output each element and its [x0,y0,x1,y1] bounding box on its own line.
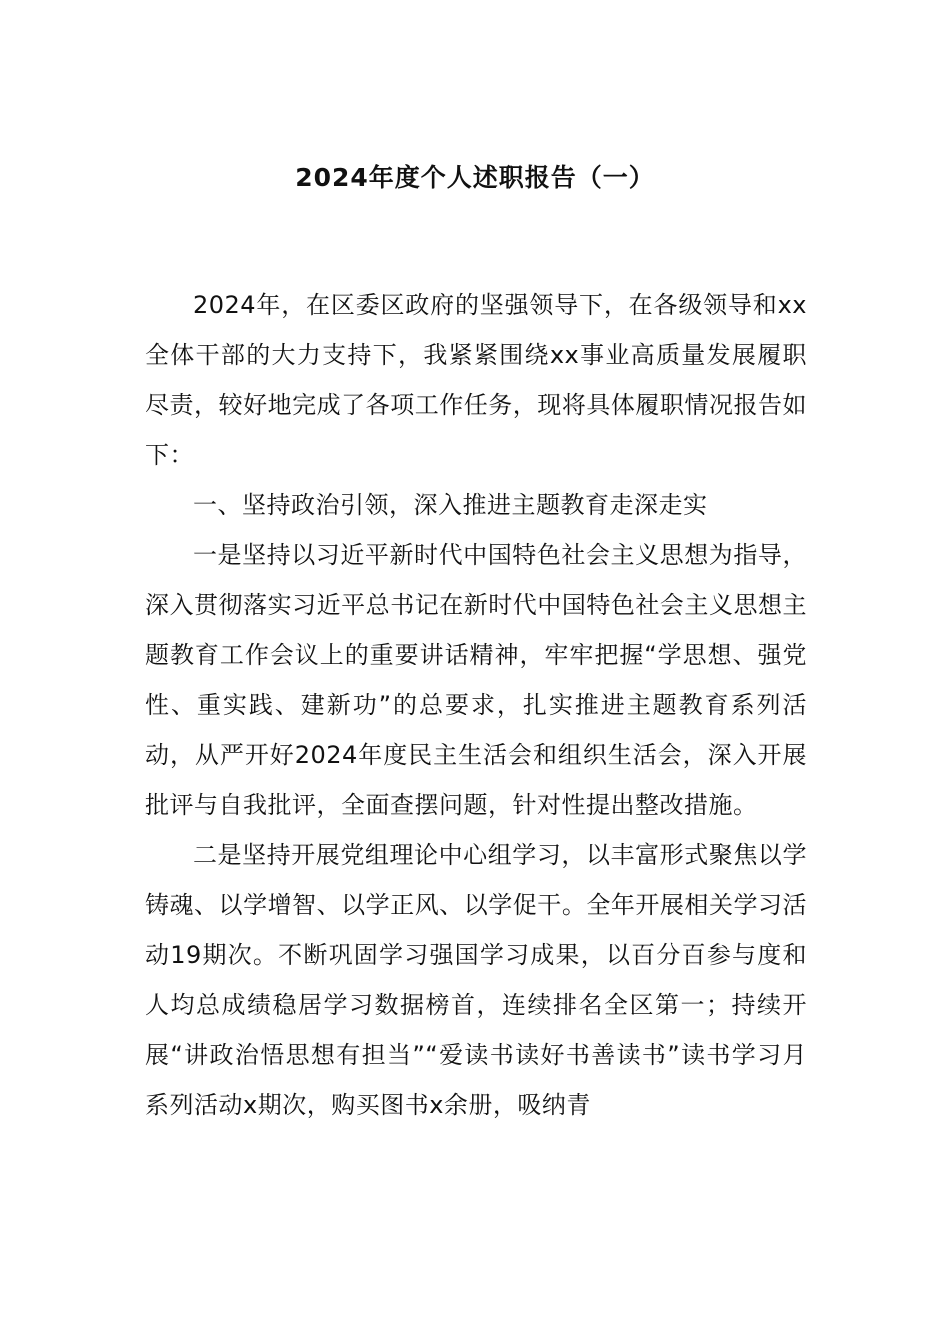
section-heading-1: 一、坚持政治引领，深入推进主题教育走深走实 [193,491,708,519]
paragraph-intro: 2024年，在区委区政府的坚强领导下，在各级领导和xx全体干部的大力支持下，我紧紧围绕xx事业高质量发展履职尽责，较好地完成了各项工作任务，现将具体履职情况报告如下： [145,291,807,469]
document-title: 2024年度个人述职报告（一） [295,163,655,192]
paragraph-point-2: 二是坚持开展党组理论中心组学习，以丰富形式聚焦以学铸魂、以学增智、以学正风、以学促干。全年开展相关学习活动19期次。不断巩固学习强国学习成果，以百分百参与度和人均总成绩稳居学习数据榜首，连续排名全区第一；持续开展“讲政治悟思想有担当”“爱读书读好书善读书”读书学习月系列活动x期次，购买图书x余册，吸纳青 [145,841,807,1119]
document-body [145,280,807,1130]
paragraph-point-1: 一是坚持以习近平新时代中国特色社会主义思想为指导，深入贯彻落实习近平总书记在新时代中国特色社会主义思想主题教育工作会议上的重要讲话精神，牢牢把握“学思想、强党性、重实践、建新功”的总要求，扎实推进主题教育系列活动，从严开好2024年度民主生活会和组织生活会，深入开展批评与自我批评，全面查摆问题，针对性提出整改措施。 [145,541,807,819]
